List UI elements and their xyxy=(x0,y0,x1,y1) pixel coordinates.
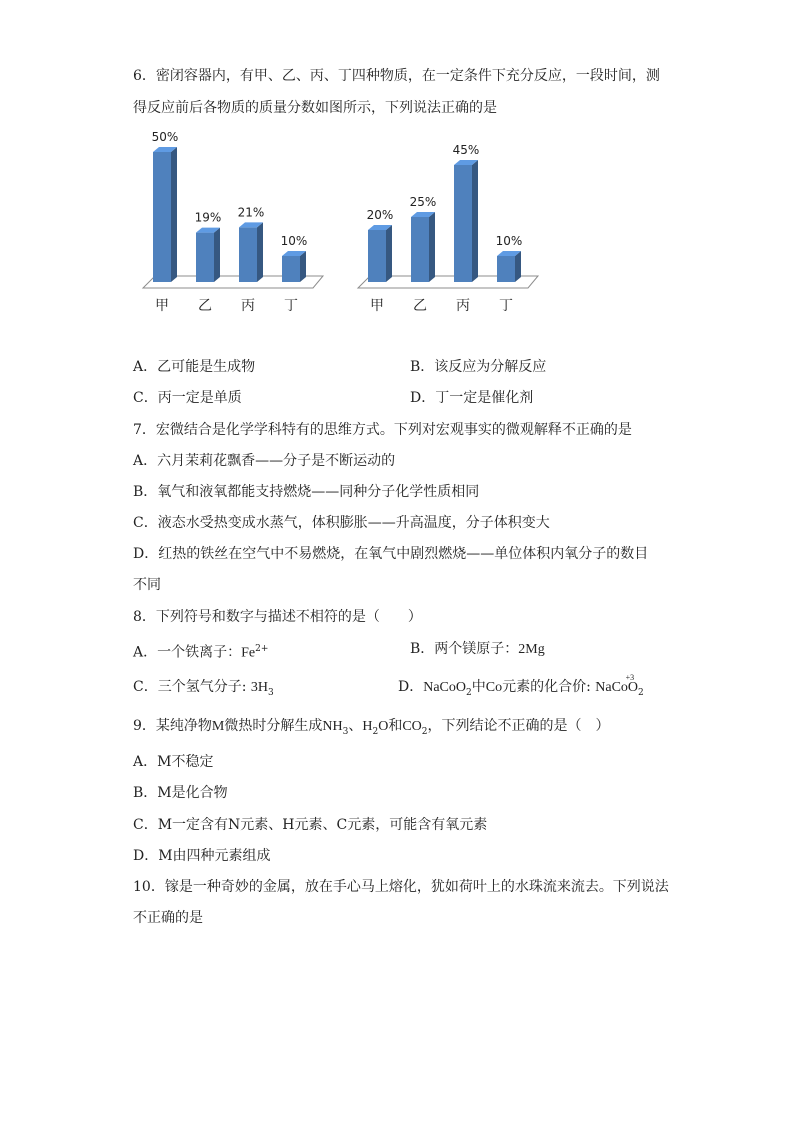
q8-d-sub2: 2 xyxy=(638,687,644,698)
q9-option-a[interactable]: A．M不稳定 xyxy=(133,754,214,770)
q8-d-na: Na xyxy=(595,680,612,695)
chart1-category-2: 乙 xyxy=(198,298,212,314)
q9-option-d[interactable]: D．M由四种元素组成 xyxy=(133,848,271,864)
chart2-category-2: 乙 xyxy=(413,298,427,314)
chart1-data-label-4: 10% xyxy=(280,234,308,248)
q8-b-formula: 2Mg xyxy=(518,642,545,657)
chart1-bar-3-front xyxy=(239,227,257,282)
q8-stem: 8．下列符号和数字与描述不相符的是（ ） xyxy=(133,609,422,625)
chart2-bar-4-side xyxy=(515,251,521,282)
q8-a-formula: Fe xyxy=(241,645,256,661)
chart1-bar-2-side xyxy=(214,228,220,282)
chart1-category-3: 丙 xyxy=(241,298,255,314)
q9-h2o-sub: 2 xyxy=(372,726,379,737)
chart1-category-1: 甲 xyxy=(155,298,169,314)
q6-option-c[interactable]: C．丙一定是单质 xyxy=(133,390,242,406)
chart2-data-label-3: 45% xyxy=(452,143,480,157)
q6-stem-line1: 6．密闭容器内，有甲、乙、丙、丁四种物质，在一定条件下充分反应，一段时间，测 xyxy=(133,68,660,84)
q8-d-coo: CoO xyxy=(611,680,639,695)
q8-c-text: C．三个氢气分子: xyxy=(133,679,251,695)
q8-a-text: A．一个铁离子： xyxy=(133,644,242,661)
chart1-bar-4-front xyxy=(282,256,300,282)
chart1-bar-1-side xyxy=(171,147,177,282)
q6-option-d[interactable]: D．丁一定是催化剂 xyxy=(410,390,534,406)
chart1-bar-3-side xyxy=(257,222,263,282)
q7-option-d[interactable]: D．红热的铁丝在空气中不易燃烧，在氧气中剧烈燃烧——单位体积内氧分子的数目 xyxy=(133,546,649,562)
q8-d-valence-formula xyxy=(611,673,639,698)
q9-co2: CO xyxy=(402,719,422,734)
q8-c-formula: 3H xyxy=(250,680,269,695)
chart2-bar-1-front xyxy=(368,230,386,282)
q8-d-co: Co xyxy=(485,680,503,695)
chart2-bar-1-side xyxy=(386,225,392,282)
q9-stem-a: 9．某纯净物 xyxy=(133,718,212,734)
q8-option-c[interactable] xyxy=(133,677,274,703)
chart-before-reaction xyxy=(135,120,335,320)
q8-b-text: B．两个镁原子： xyxy=(410,641,519,657)
chart1-data-label-1: 50% xyxy=(151,130,179,144)
q9-and: 和 xyxy=(388,718,403,734)
q9-stem-c: ，下列结论不正确的是（ ） xyxy=(427,718,610,734)
q7-option-b[interactable]: B．氧气和液氧都能支持燃烧——同种分子化学性质相同 xyxy=(133,484,480,500)
chart2-bar-4-front xyxy=(497,256,515,282)
q8-option-d[interactable] xyxy=(398,673,644,703)
q8-option-a[interactable] xyxy=(133,639,268,664)
chart2-bar-3-front xyxy=(454,165,472,282)
chart1-category-4: 丁 xyxy=(284,298,298,314)
q9-nh3-sub: 3 xyxy=(342,726,349,737)
chart1-bar-4-side xyxy=(300,251,306,282)
chart-after-reaction xyxy=(350,120,550,320)
q10-stem-line2: 不正确的是 xyxy=(133,910,203,926)
q9-m: M xyxy=(211,719,225,734)
q6-option-b[interactable]: B．该反应为分解反应 xyxy=(410,359,547,375)
q8-d-sub: 2 xyxy=(466,687,472,698)
q6-stem-line2: 得反应前后各物质的质量分数如图所示，下列说法正确的是 xyxy=(133,100,497,116)
q8-d-formula: NaCoO xyxy=(423,680,467,695)
q8-c-sub: 3 xyxy=(268,687,274,698)
chart2-data-label-1: 20% xyxy=(366,208,394,222)
q7-stem: 7．宏微结合是化学学科特有的思维方式。下列对宏观事实的微观解释不正确的是 xyxy=(133,422,632,438)
q9-sep1: 、 xyxy=(348,718,363,734)
chart2-bar-3-side xyxy=(472,160,478,282)
q9-stem-b: 微热时分解生成 xyxy=(224,718,323,734)
q8-a-charge: 2+ xyxy=(255,644,269,654)
chart2-data-label-2: 25% xyxy=(409,195,437,209)
q9-nh3: NH xyxy=(322,719,343,734)
chart2-category-3: 丙 xyxy=(456,298,470,314)
q9-h2o-a: H xyxy=(362,719,373,734)
q9-h2o-b: O xyxy=(378,719,389,734)
q7-option-c[interactable]: C．液态水受热变成水蒸气，体积膨胀——升高温度，分子体积变大 xyxy=(133,515,550,531)
q9-stem xyxy=(133,716,610,742)
q8-option-b[interactable] xyxy=(410,639,545,660)
chart2-category-1: 甲 xyxy=(370,298,384,314)
chart2-bar-2-side xyxy=(429,212,435,282)
q8-d-valence: +3 xyxy=(625,673,635,682)
q7-option-d-cont: 不同 xyxy=(133,577,161,593)
chart1-data-label-2: 19% xyxy=(194,210,222,225)
chart1-bar-1-front xyxy=(153,152,171,282)
q6-option-a[interactable]: A．乙可能是生成物 xyxy=(133,359,256,375)
chart2-category-4: 丁 xyxy=(499,298,513,314)
q9-option-c[interactable]: C．M一定含有N元素、H元素、C元素，可能含有氧元素 xyxy=(133,817,488,833)
q8-d-text: D． xyxy=(398,679,424,695)
chart2-data-label-4: 10% xyxy=(495,234,523,248)
q7-option-a[interactable]: A．六月茉莉花飘香——分子是不断运动的 xyxy=(133,453,396,469)
chart1-data-label-3: 21% xyxy=(237,205,265,220)
q8-d-mid: 中 xyxy=(471,679,486,695)
q9-option-b[interactable]: B．M是化合物 xyxy=(133,785,228,801)
q8-d-tail: 元素的化合价: xyxy=(502,679,596,695)
chart2-bar-2-front xyxy=(411,217,429,282)
q9-co2-sub: 2 xyxy=(421,726,428,737)
q10-stem-line1: 10．镓是一种奇妙的金属，放在手心马上熔化，犹如荷叶上的水珠流来流去。下列说法 xyxy=(133,879,669,895)
chart1-bar-2-front xyxy=(196,233,214,282)
